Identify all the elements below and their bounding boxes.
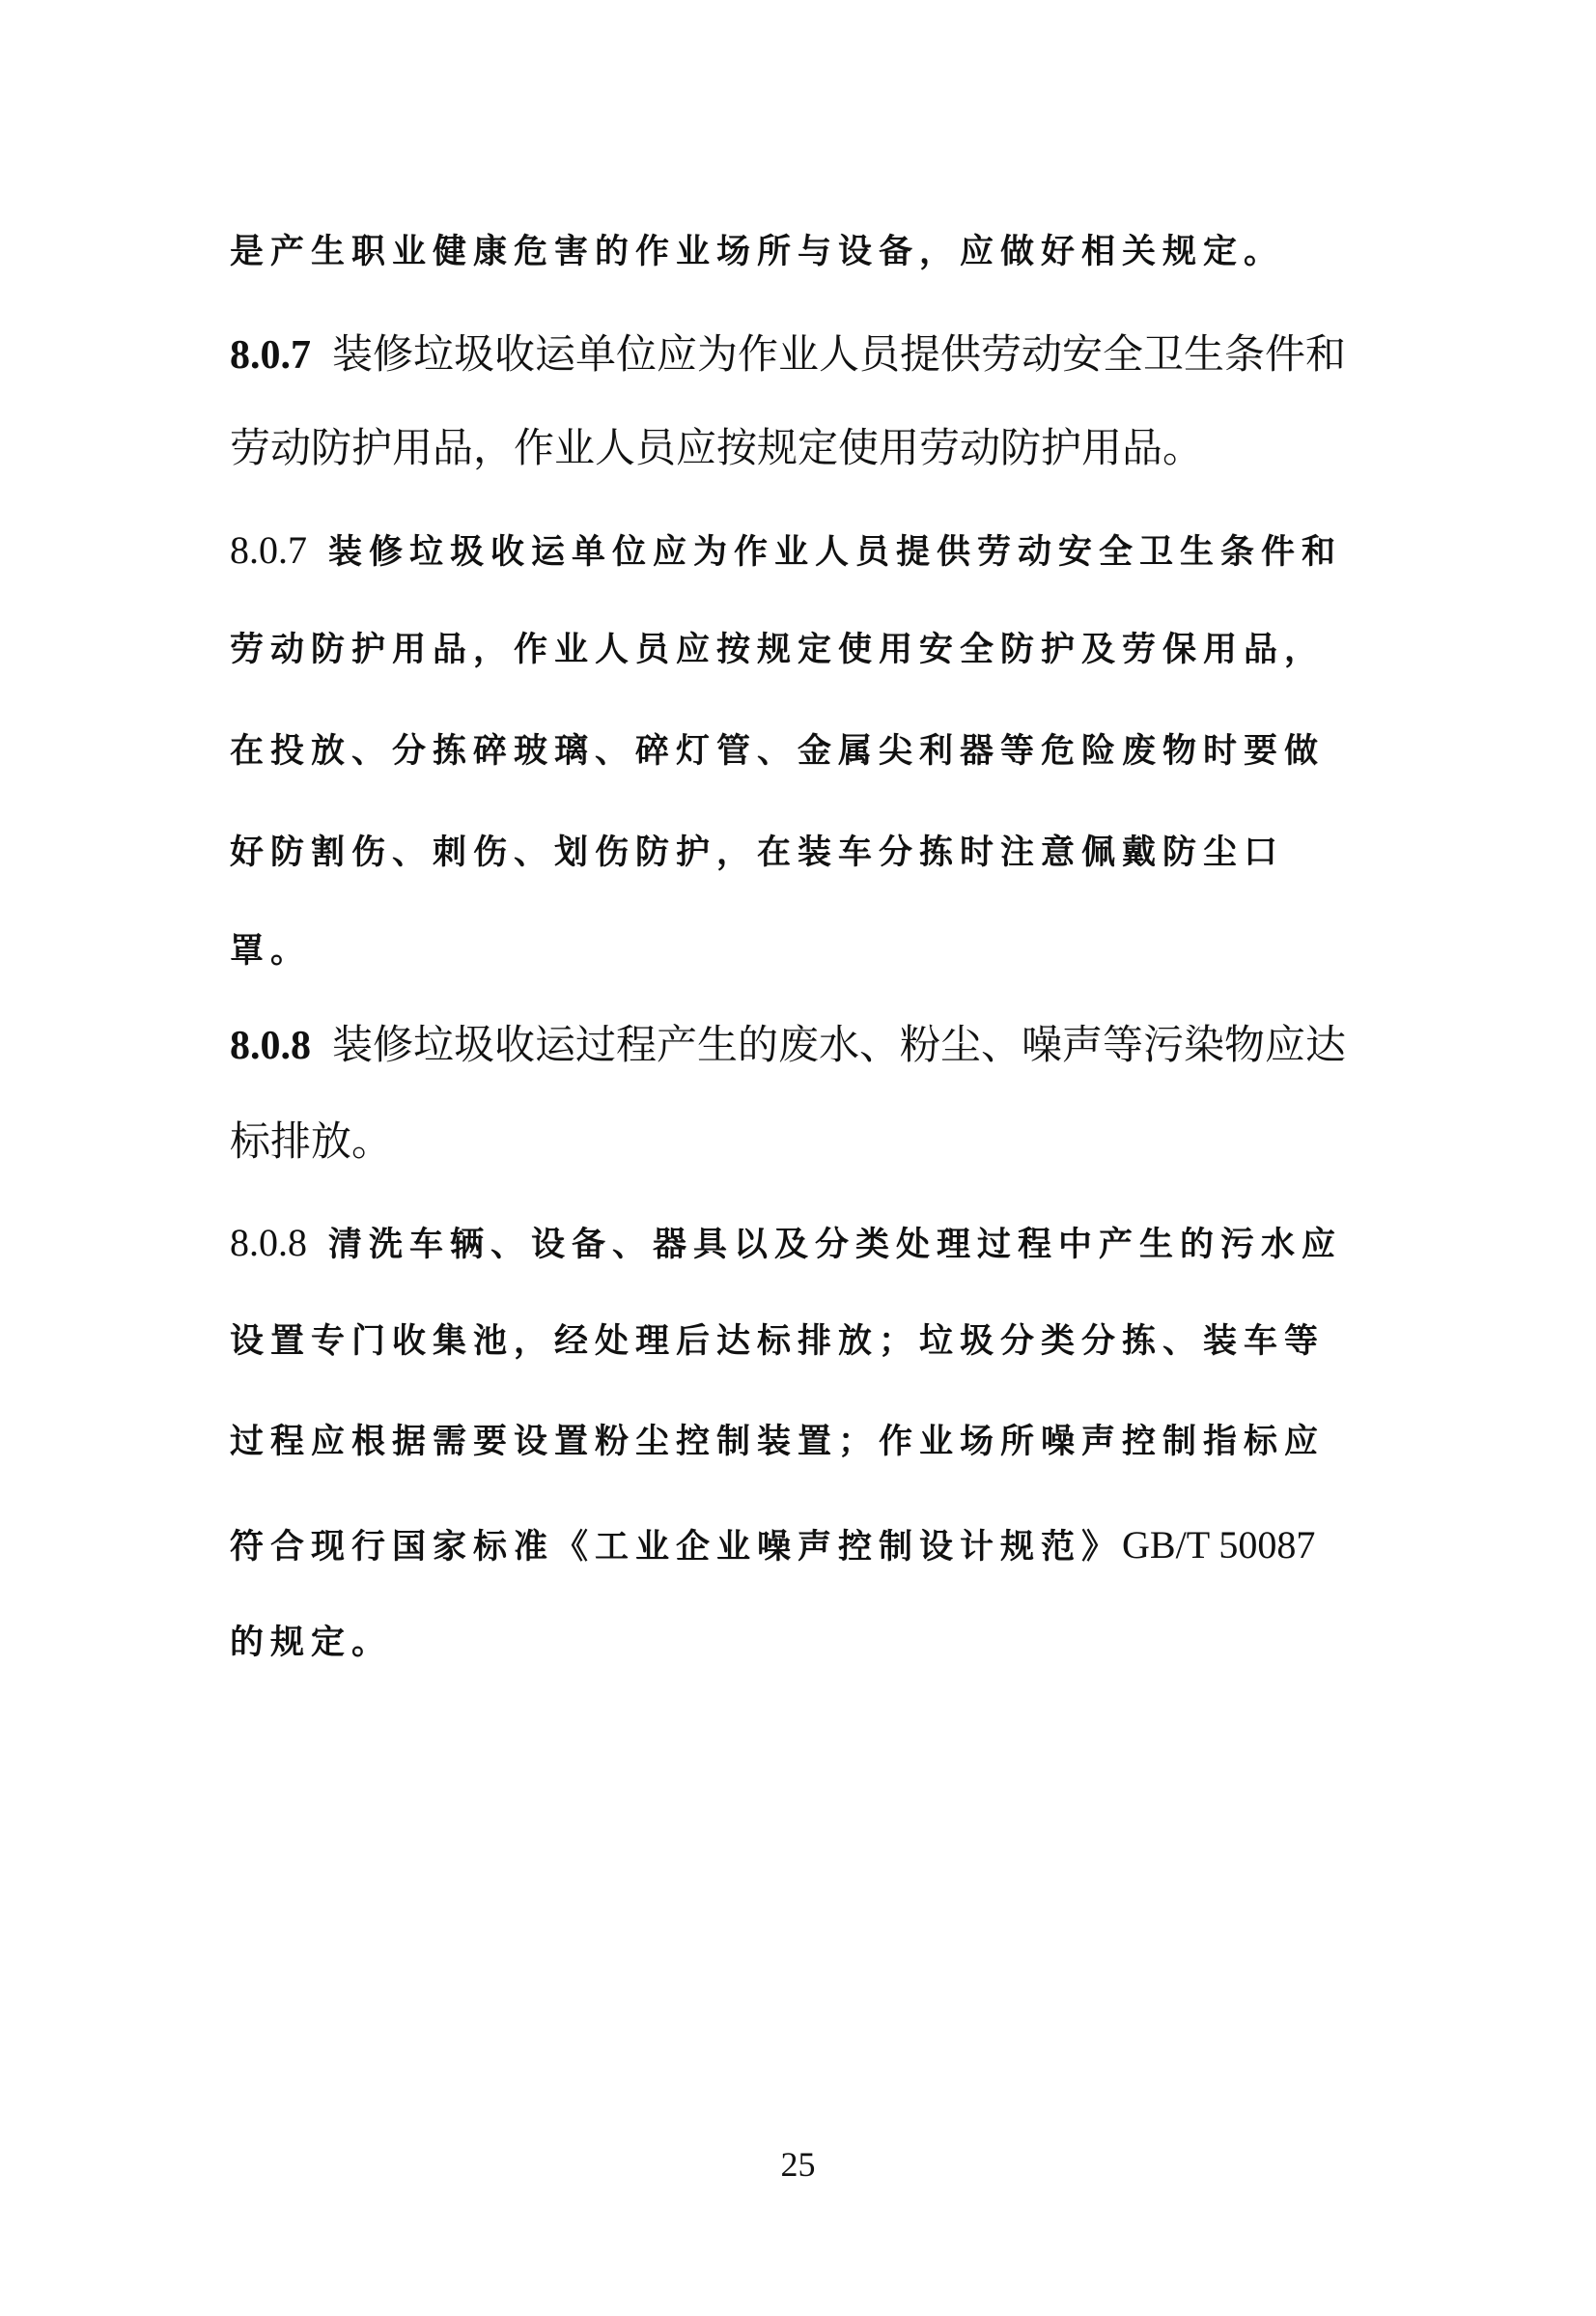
standard-code: GB/T 50087: [1122, 1523, 1316, 1567]
clause-text: 装修垃圾收运过程产生的废水、粉尘、噪声等污染物应达: [332, 1024, 1347, 1068]
commentary-text: 装修垃圾收运单位应为作业人员提供劳动安全卫生条件和: [328, 532, 1343, 572]
commentary-line: [230, 1321, 1398, 1362]
clause-line: [230, 425, 1398, 473]
commentary-line: [230, 1623, 1398, 1663]
clause-8-0-8: [230, 1022, 1398, 1070]
commentary-8-0-7: [230, 527, 1398, 574]
commentary-line: [230, 1522, 1398, 1568]
commentary-line: [230, 731, 1398, 772]
commentary-line: [230, 931, 1398, 972]
commentary-text: 的规定。: [230, 1623, 393, 1662]
line-text: 是产生职业健康危害的作业场所与设备，应做好相关规定。: [230, 232, 1285, 271]
commentary-8-0-8: [230, 1220, 1398, 1266]
commentary-text: 劳动防护用品，作业人员应按规定使用安全防护及劳保用品，: [230, 630, 1326, 669]
commentary-text: 在投放、分拣碎玻璃、碎灯管、金属尖利器等危险废物时要做: [230, 731, 1326, 771]
page-number: 25: [780, 2145, 816, 2184]
commentary-number: 8.0.8: [230, 1221, 307, 1264]
commentary-text: 符合现行国家标准《工业企业噪声控制设计规范》: [230, 1527, 1123, 1567]
commentary-text: 过程应根据需要设置粉尘控制装置；作业场所噪声控制指标应: [230, 1422, 1326, 1461]
commentary-text: 罩。: [230, 931, 312, 971]
commentary-text: 设置专门收集池，经处理后达标排放；垃圾分类分拣、装车等: [230, 1321, 1326, 1361]
commentary-number: 8.0.7: [230, 528, 307, 572]
commentary-text: 清洗车辆、设备、器具以及分类处理过程中产生的污水应: [328, 1225, 1343, 1264]
clause-text: 标排放。: [230, 1120, 393, 1165]
commentary-text: 好防割伤、刺伤、划伤防护，在装车分拣时注意佩戴防尘口: [230, 833, 1285, 872]
commentary-line: [230, 630, 1398, 670]
clause-text: 劳动防护用品，作业人员应按规定使用劳动防护用品。: [230, 427, 1204, 471]
clause-number: 8.0.7: [230, 333, 311, 378]
commentary-line: [230, 833, 1398, 873]
commentary-line: [230, 1422, 1398, 1462]
clause-line: [230, 1118, 1398, 1167]
clause-text: 装修垃圾收运单位应为作业人员提供劳动安全卫生条件和: [332, 333, 1347, 378]
clause-8-0-7: [230, 331, 1398, 380]
clause-number: 8.0.8: [230, 1024, 311, 1068]
commentary-line: [230, 232, 1398, 272]
